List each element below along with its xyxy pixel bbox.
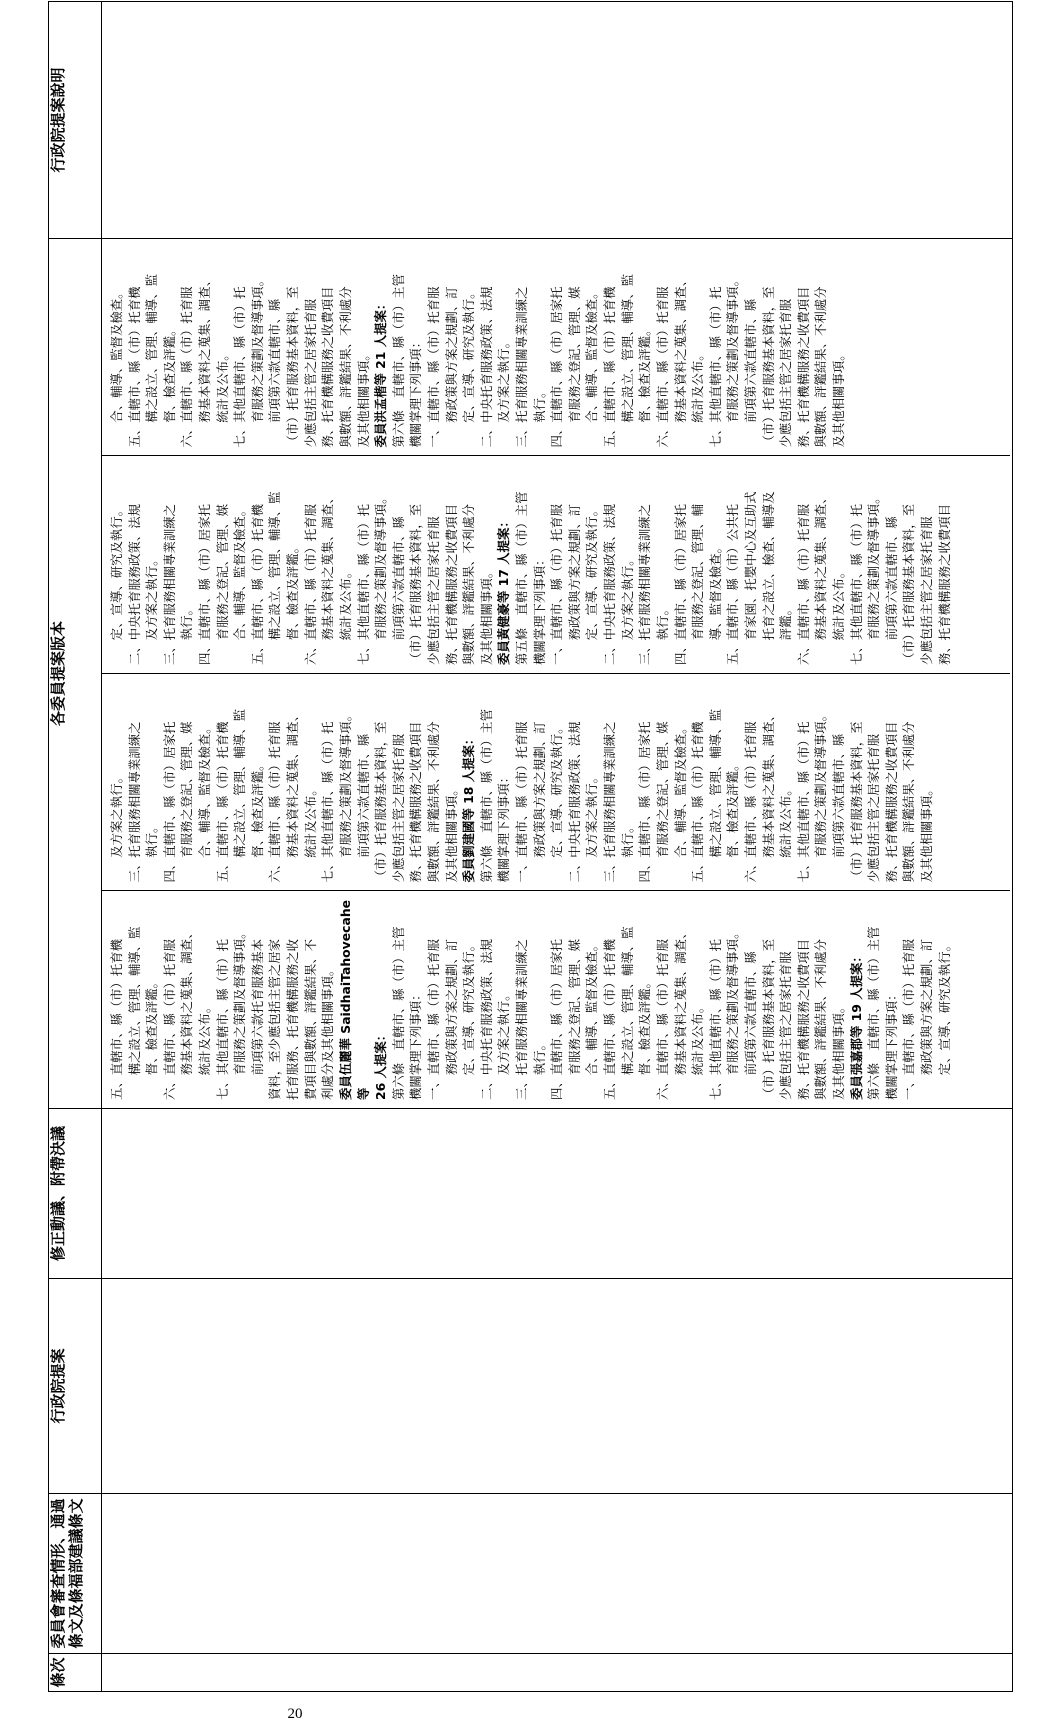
proposal-text-line: 一、直轄市、縣（市）托育服 [549,503,565,665]
proposal-text-line: 七、其他直轄市、縣（市）托 [320,721,336,883]
proposal-text-line: 二、中央托育服務政策、法規 [566,721,582,883]
proposal-text-line: 前項第六款直轄市、縣 [742,298,758,448]
proposal-text-line: 三、托育服務相關專業訓練之 [514,286,530,448]
proposal-text-line: 督、檢查及評鑑。 [637,976,653,1100]
proposal-text-line: 務、托育機構服務之收費項目 [883,721,899,883]
proposal-text-line: 務基本資料之蒐集、調查、 [760,709,776,883]
proposal-text-line: （市）托育服務基本資料，至 [285,286,301,448]
proposal-text-line: 二、中央托育服務政策、法規 [478,286,494,448]
proposal-text-line: 務基本資料之蒐集、調查、 [672,274,688,448]
proposal-text-line: 務基本資料之蒐集、調查、 [285,709,301,883]
proposal-text-line: 及方案之執行。 [144,553,160,665]
proposal-text-line: （市）托育服務基本資料，至 [373,721,389,883]
header-row [49,2,102,1692]
proposal-text-line: 務、托育機構服務之收費項目 [795,938,811,1100]
proposal-text-line: 執行。 [654,603,670,665]
proposal-text-line: 第六條 直轄市、縣（市）主管 [390,274,406,448]
proposal-text-line: （市）托育服務基本資料，至 [760,286,776,448]
proposal-text-line: 一、直轄市、縣（市）托育服 [425,938,441,1100]
proposal-text-line: （市）托育服務基本資料，至 [901,503,917,665]
proposal-text-line: 育服務之登記、管理、輔 [690,503,706,665]
proposal-text-line: 構之設立、管理、輔導、監 [619,274,635,448]
proposer-heading: 委員黃健豪等 17 人提案： [496,515,512,665]
proposal-text-line: 執行。 [619,820,635,883]
proposal-text-line: 統計及公布。 [830,565,846,665]
proposal-text-line: 務基本資料之蒐集、調查、 [320,491,336,665]
proposal-text-line: 四、直轄市、縣（市）居家托 [549,938,565,1100]
proposer-heading: 委員張嘉郡等 19 人提案： [848,950,864,1100]
proposal-text-line: 合、輔導、監督及檢查。 [672,721,688,883]
proposal-text-line: 機關掌理下列事項： [883,988,899,1100]
proposal-text-line: 務、托育機構服務之收費項目 [408,721,424,883]
proposal-text-line: 五、直轄市、縣（市）托育機 [126,286,142,448]
proposal-text-line: 五、直轄市、縣（市）托育機 [602,286,618,448]
proposal-text-line: 二、中央托育服務政策、法規 [478,938,494,1100]
proposal-text-line: 六、直轄市、縣（市）托育服 [654,286,670,448]
proposal-text-line: 構之設立、管理、輔導、監 [707,709,723,883]
proposal-text-line: 督、檢查及評鑑。 [637,323,653,448]
proposal-text-line: 一、直轄市、縣（市）托育服 [425,286,441,448]
proposal-text-line: 資料，至少應包括主管之居家 [267,938,283,1100]
member-proposal-column [102,674,1010,892]
proposal-text-line: 七、其他直轄市、縣（市）托 [707,938,723,1100]
proposal-text-line: 執行。 [144,820,160,883]
proposal-text-line: 費項目與數額、評鑑結果、不 [302,938,318,1100]
proposal-text-line: 執行。 [531,1038,547,1100]
proposal-text-line: 五、直轄市、縣（市）托育機 [214,721,230,883]
proposal-text-line: 前項第六款托育服務基本 [249,938,265,1100]
proposal-text-line: 務基本資料之蒐集、調查、 [197,274,213,448]
proposal-text-line: 及其他相關事項。 [830,348,846,448]
proposal-text-line: 構之設立、管理、輔導、監 [144,274,160,448]
proposal-text-line: 六、直轄市、縣（市）托育服 [795,503,811,665]
proposal-text-line: 前項第六款直轄市、縣 [390,516,406,665]
proposal-text-line: 與數額、評鑑結果、不利處分 [813,286,829,448]
proposal-text-line: 四、直轄市、縣（市）居家托 [672,503,688,665]
proposal-text-line: 與數額、評鑑結果、不利處分 [425,721,441,883]
article-cell [102,1654,1013,1692]
proposal-text-line: 與數額、評鑑結果、不利處分 [813,938,829,1100]
header-article: 條次 [49,1654,102,1692]
proposal-text-line: 合、輔導、監督及檢查。 [109,286,124,448]
proposal-text-line: 及方案之執行。 [496,988,512,1100]
proposal-text-line: 一、直轄市、縣（市）托育服 [901,938,917,1100]
member-proposal-column [102,239,1010,457]
proposal-text-line: 五、直轄市、縣（市）托育機 [602,938,618,1100]
proposal-text-line: 育服務之策劃及督導事項。 [337,709,353,883]
proposal-text-line: 利處分及其他相關事項。 [320,963,336,1100]
proposal-text-line: 與數額、評鑑結果、不利處分 [901,721,917,883]
proposal-text-line: 執行。 [179,603,195,665]
proposal-text-line: 評鑑。 [778,603,794,665]
proposal-text-line: 及其他相關事項。 [478,565,494,665]
proposal-text-line: 統計及公布。 [337,565,353,665]
amendment-motion-cell [102,1109,1013,1279]
proposal-text-line: 少應包括主管之居家托育服 [919,516,935,665]
proposal-text-line: 督、檢查及評鑑。 [161,323,177,448]
proposal-text-line: 督、檢查及評鑑。 [725,758,741,883]
member-proposal-column [102,892,1010,1109]
proposal-text-line: 育家園、托嬰中心及互助式 [742,491,758,665]
proposal-text-line: 七、其他直轄市、縣（市）托 [355,503,371,665]
proposal-text-line: 構之設立、管理、輔導、監 [267,491,283,665]
proposal-text-line: 統計及公布。 [778,783,794,883]
proposal-text-line: 合、輔導、監督及檢查。 [197,721,213,883]
proposal-text-line: 前項第六款直轄市、縣 [742,951,758,1100]
proposal-text-line: 務基本資料之蒐集、調查、 [813,491,829,665]
proposal-text-line: 統計及公布。 [197,1000,213,1100]
proposal-text-line: 育服務之登記、管理、媒 [214,503,230,665]
proposal-text-line: 及方案之執行。 [584,770,600,883]
proposal-text-line: 與數額、評鑑結果、不利處分 [337,286,353,448]
proposal-text-line: 及方案之執行。 [619,553,635,665]
proposal-text-line: 托育服務、托育機構服務之收 [285,938,301,1100]
header-member-proposals: 各委員提案版本 [49,239,102,1109]
proposal-text-line: 育服務之策劃及督導事項。 [813,709,829,883]
proposal-text-line: 及其他相關事項。 [919,783,935,883]
proposal-text-line: 及方案之執行。 [109,770,124,883]
committee-review-cell [102,1494,1013,1654]
proposal-text-line: 三、托育服務相關專業訓練之 [637,503,653,665]
proposal-text-line: 定、宣導、研究及執行。 [461,286,477,448]
proposal-text-line: 三、托育服務相關專業訓練之 [602,721,618,883]
proposal-text-line: 七、其他直轄市、縣（市）托 [214,938,230,1100]
proposal-text-line: 及其他相關事項。 [355,348,371,448]
proposal-text-line: 六、直轄市、縣（市）托育服 [742,721,758,883]
proposal-text-line: 七、其他直轄市、縣（市）托 [848,503,864,665]
proposal-text-line: 育服務之登記、管理、媒 [654,721,670,883]
member-proposal-column [102,457,1010,675]
proposal-text-line: 統計及公布。 [690,1000,706,1100]
proposal-text-line: 五、直轄市、縣（市）托育機 [690,721,706,883]
proposal-text-line: 務、托育機構服務之收費項目 [443,503,459,665]
proposal-text-line: 第六條 直轄市、縣（市）主管 [866,926,882,1100]
proposal-text-line: （市）托育服務基本資料，至 [408,503,424,665]
member-proposals-cell [102,239,1013,1109]
proposal-text-line: 育服務之策劃及督導事項。 [725,274,741,448]
proposal-text-line: 前項第六款直轄市、縣 [267,298,283,448]
proposal-text-line: 一、直轄市、縣（市）托育服 [514,721,530,883]
proposal-text-line: 四、直轄市、縣（市）居家托 [549,286,565,448]
proposal-text-line: 少應包括主管之居家托育服 [390,733,406,883]
proposal-text-line: 機關掌理下列事項： [408,335,424,448]
proposal-text-line: 二、中央托育服務政策、法規 [602,503,618,665]
proposal-text-line: 六、直轄市、縣（市）托育服 [302,503,318,665]
proposal-text-line: 育服務之登記、管理、媒 [179,721,195,883]
proposal-text-line: 四、直轄市、縣（市）居家托 [637,721,653,883]
proposal-text-line: 育服務之策劃及督導事項。 [232,926,248,1100]
proposer-heading: 委員伍麗華 SaidhaiTahovecahe 等 [337,895,371,1100]
proposal-text-line: 五、直轄市、縣（市）托育機 [249,503,265,665]
proposal-text-line: 三、托育服務相關專業訓練之 [161,503,177,665]
proposal-text-line: 育服務之策劃及督導事項。 [249,274,265,448]
proposal-text-line: （市）托育服務基本資料，至 [848,721,864,883]
executive-explanation-cell [102,2,1013,239]
proposal-text-line: 機關掌理下列事項： [408,988,424,1100]
proposal-text-line: 七、其他直轄市、縣（市）托 [707,286,723,448]
proposal-text-line: 育服務之策劃及督導事項。 [725,926,741,1100]
proposal-text-line: 統計及公布。 [302,783,318,883]
proposal-text-line: 機關掌理下列事項： [496,770,512,883]
proposal-text-line: 務基本資料之蒐集、調查、 [672,926,688,1100]
proposal-text-line: 導、監督及檢查。 [707,541,723,665]
proposal-text-line: 六、直轄市、縣（市）托育服 [161,938,177,1100]
proposer-heading: 委員洪孟楷等 21 人提案： [373,297,389,448]
proposal-text-line: 合、輔導、監督及檢查。 [584,938,600,1100]
proposal-text-line: 與數額、評鑑結果、不利處分 [461,503,477,665]
proposal-text-line: 第六條 直轄市、縣（市）主管 [478,709,494,883]
proposal-text-line: 定、宣導、研究及執行。 [109,503,124,665]
header-executive-bill: 行政院提案 [49,1279,102,1494]
proposal-text-line: 務、托育機構服務之收費項目 [936,503,952,665]
proposal-text-line: 及其他相關事項。 [443,783,459,883]
member-proposals-columns [102,239,1010,1108]
proposer-heading: 委員劉建國等 18 人提案： [461,732,477,883]
proposal-text-line: 構之設立、管理、輔導、監 [619,926,635,1100]
proposal-text-line: 務政策與方案之規劃、訂 [531,721,547,883]
proposal-text-line: 托育之設立、檢查、輔導及 [760,491,776,665]
header-committee-review: 委員會審查情形、通過條文及條福部建議條文 [49,1494,102,1654]
proposal-text-line: 務、托育機構服務之收費項目 [795,286,811,448]
proposal-text-line: 四、直轄市、縣（市）居家托 [161,721,177,883]
proposal-text-line: 五、直轄市、縣（市）公共托 [725,503,741,665]
proposal-text-line: 少應包括主管之居家托育服 [778,951,794,1100]
proposal-text-line: 五、直轄市、縣（市）托育機 [109,938,124,1100]
proposal-text-line: 三、托育服務相關專業訓練之 [514,938,530,1100]
proposal-text-line: 七、其他直轄市、縣（市）托 [795,721,811,883]
proposal-text-line: 定、宣導、研究及執行。 [584,503,600,665]
proposal-text-line: 務基本資料之蒐集、調查、 [179,926,195,1100]
proposal-text-line: 育服務之策劃及督導事項。 [866,491,882,665]
proposal-text-line: 少應包括主管之居家托育服 [425,516,441,665]
proposal-text-line: 督、檢查及評鑑。 [249,758,265,883]
comparison-table [48,1,1013,1692]
proposal-text-line: 育服務之登記、管理、媒 [566,286,582,448]
proposal-text-line: 前項第六款直轄市、縣 [355,733,371,883]
proposal-text-line: 督、檢查及評鑑。 [285,541,301,665]
proposal-text-line: 督、檢查及評鑑。 [144,976,160,1100]
proposer-heading: 26 人提案： [373,1028,389,1100]
proposal-text-line: 六、直轄市、縣（市）托育服 [654,938,670,1100]
proposal-text-line: 務政策與方案之規劃、訂 [566,503,582,665]
proposal-text-line: 前項第六款直轄市、縣 [830,733,846,883]
proposal-text-line: 育服務之登記、管理、媒 [566,938,582,1100]
proposal-text-line: 構之設立、管理、輔導、監 [232,709,248,883]
proposal-text-line: 務政策與方案之規劃、訂 [443,938,459,1100]
proposal-text-line: 定、宣導、研究及執行。 [936,938,952,1100]
proposal-text-line: 統計及公布。 [214,348,230,448]
proposal-text-line: 育服務之策劃及督導事項。 [373,491,389,665]
proposal-text-line: 統計及公布。 [690,348,706,448]
page-number: 20 [287,1706,303,1722]
header-amendment-motion: 修正動議、附帶決議 [49,1109,102,1279]
proposal-text-line: 七、其他直轄市、縣（市）托 [232,286,248,448]
header-executive-explanation: 行政院提案說明 [49,2,102,239]
proposal-text-line: 定、宣導、研究及執行。 [461,938,477,1100]
content-row [102,2,1013,1692]
proposal-text-line: 合、輔導、監督及檢查。 [232,503,248,665]
proposal-text-line: 第六條 直轄市、縣（市）主管 [390,926,406,1100]
proposal-text-line: 機關掌理下列事項： [531,553,547,665]
proposal-text-line: 三、托育服務相關專業訓練之 [126,721,142,883]
proposal-text-line: 及其他相關事項。 [830,1000,846,1100]
proposal-text-line: 務政策與方案之規劃、訂 [919,938,935,1100]
proposal-text-line: 定、宣導、研究及執行。 [549,721,565,883]
proposal-text-line: （市）托育服務基本資料，至 [760,938,776,1100]
proposal-text-line: 合、輔導、監督及檢查。 [584,286,600,448]
proposal-text-line: 務、托育機構服務之收費項目 [320,286,336,448]
proposal-text-line: 二、中央托育服務政策、法規 [126,503,142,665]
proposal-text-line: 四、直轄市、縣（市）居家托 [197,503,213,665]
proposal-text-line: 少應包括主管之居家托育服 [866,733,882,883]
proposal-text-line: 少應包括主管之居家托育服 [302,298,318,448]
proposal-text-line: 第五條 直轄市、縣（市）主管 [514,491,530,665]
proposal-text-line: 六、直轄市、縣（市）托育服 [267,721,283,883]
proposal-text-line: 及方案之執行。 [496,335,512,448]
proposal-text-line: 務政策與方案之規劃、訂 [443,286,459,448]
proposal-text-line: 構之設立、管理、輔導、監 [126,926,142,1100]
proposal-text-line: 六、直轄市、縣（市）托育服 [179,286,195,448]
proposal-text-line: 少應包括主管之居家托育服 [778,298,794,448]
proposal-text-line: 前項第六款直轄市、縣 [883,516,899,665]
executive-bill-cell [102,1279,1013,1494]
proposal-text-line: 執行。 [531,385,547,448]
rotated-table-sheet [48,2,1013,1692]
